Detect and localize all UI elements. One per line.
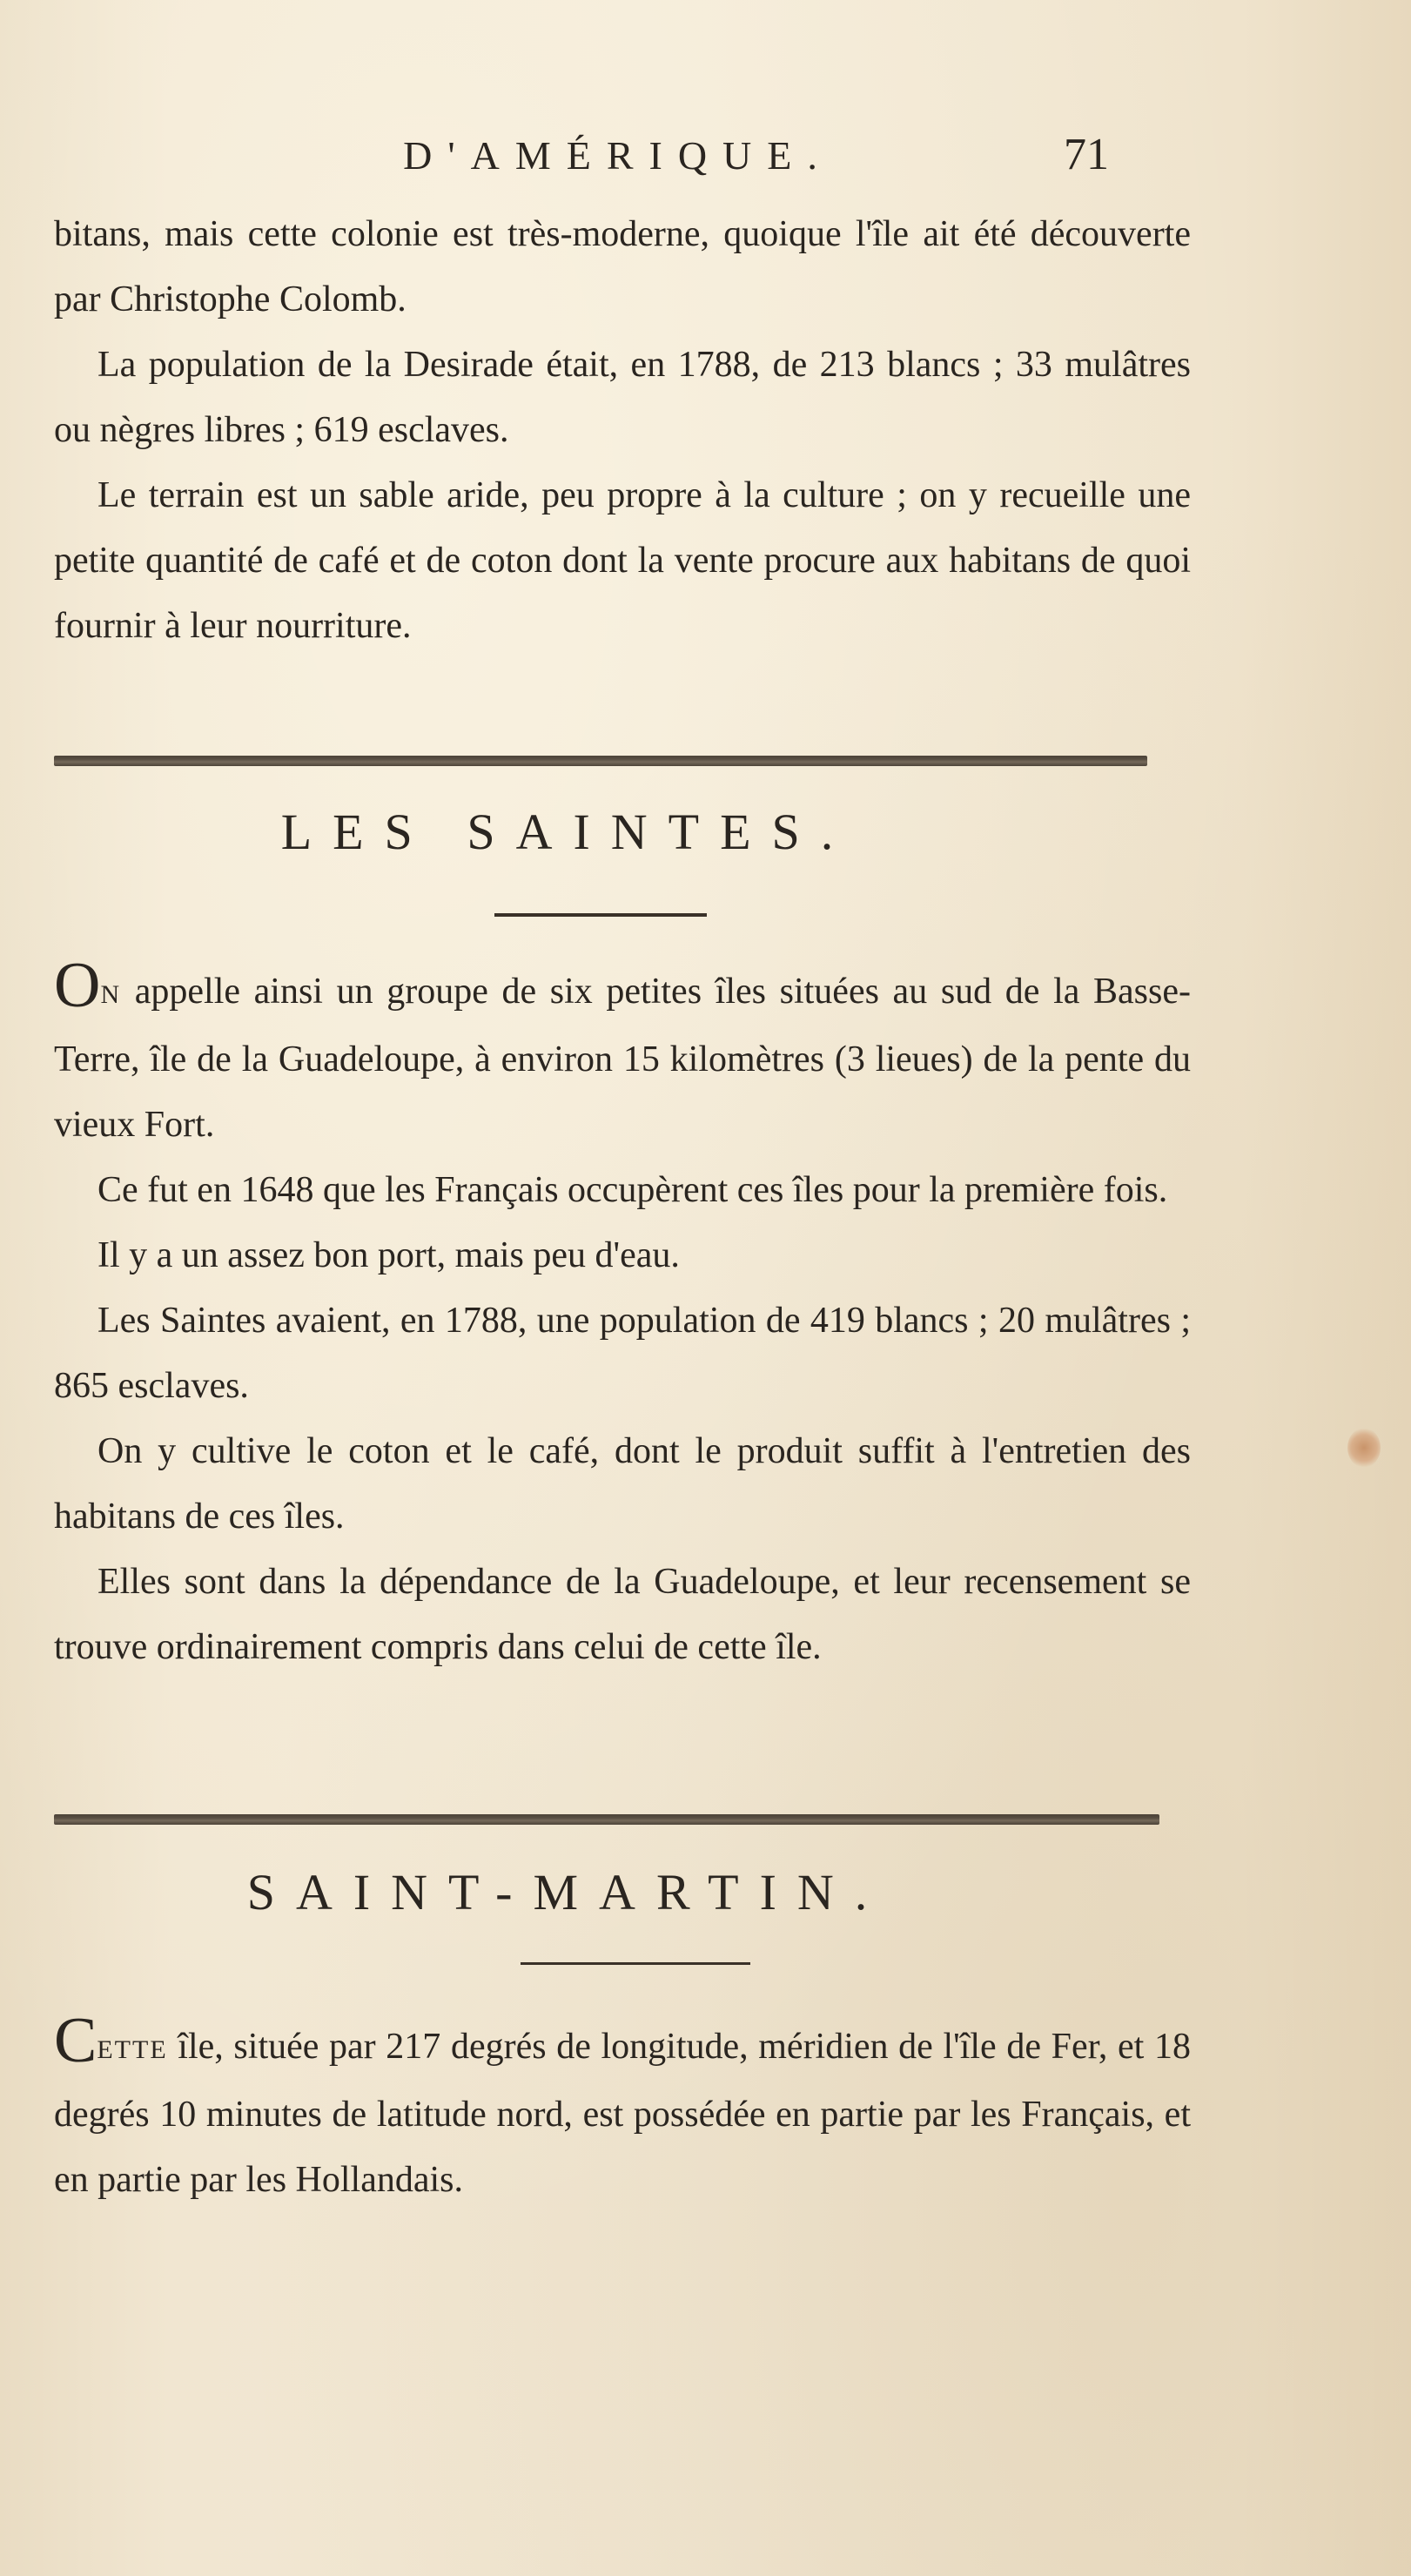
lead-text: appelle ainsi un groupe de six petites îles situées au sud de la Basse-Terre, île de la Guadeloupe, à environ 15 kilomètres (3 lieues) de la pente du vieux Fort.	[54, 972, 1191, 1145]
lead-smallcaps: N	[100, 980, 122, 1009]
dropcap: C	[54, 2005, 97, 2076]
paragraph: Il y a un assez bon port, mais peu d'eau.	[97, 1235, 680, 1275]
section-title-saint-martin: SAINT-MARTIN.	[246, 1864, 889, 1920]
paper-stain	[1347, 1428, 1381, 1468]
paragraph: Les Saintes avaient, en 1788, une population de 419 blancs ; 20 mulâtres ; 865 esclaves.	[54, 1301, 1191, 1406]
paragraph: Le terrain est un sable aride, peu propre à la culture ; on y recueille une petite quantité de café et de coton dont la vente procure aux habitans de quoi fournir à leur nourriture.	[54, 475, 1191, 646]
paragraph: On y cultive le coton et le café, dont le produit suffit à l'entretien des habitans de ces îles.	[54, 1431, 1191, 1537]
section-divider	[54, 1814, 1159, 1825]
paragraph: Ce fut en 1648 que les Français occupèrent ces îles pour la première fois.	[97, 1170, 1168, 1210]
paragraph-lead	[54, 2005, 1191, 2213]
dropcap: O	[54, 950, 101, 1021]
section-title-les-saintes: LES SAINTES.	[280, 804, 855, 860]
paragraph: Elles sont dans la dépendance de la Guadeloupe, et leur recensement se trouve ordinairement compris dans celui de cette île.	[54, 1562, 1191, 1667]
lead-text: île, située par 217 degrés de longitude, méridien de l'île de Fer, et 18 degrés 10 minutes de latitude nord, est possédée en partie par les Français, et en partie par les Hollandais.	[54, 2027, 1191, 2200]
section-divider	[54, 756, 1147, 766]
paragraph: La population de la Desirade était, en 1788, de 213 blancs ; 33 mulâtres ou nègres libres ; 619 esclaves.	[54, 345, 1191, 450]
paragraph: bitans, mais cette colonie est très-moderne, quoique l'île ait été découverte par Christophe Colomb.	[54, 214, 1191, 319]
lead-smallcaps: ETTE	[97, 2035, 168, 2064]
section-les-saintes-text	[54, 950, 1191, 1680]
title-underline	[521, 1962, 750, 1965]
section-saint-martin-text	[54, 2005, 1191, 2213]
page-number: 71	[1064, 130, 1109, 179]
paragraph-lead	[54, 950, 1191, 1158]
title-underline	[494, 913, 707, 917]
running-head: D'AMÉRIQUE.	[403, 133, 833, 178]
section-desirade-text	[54, 202, 1191, 659]
